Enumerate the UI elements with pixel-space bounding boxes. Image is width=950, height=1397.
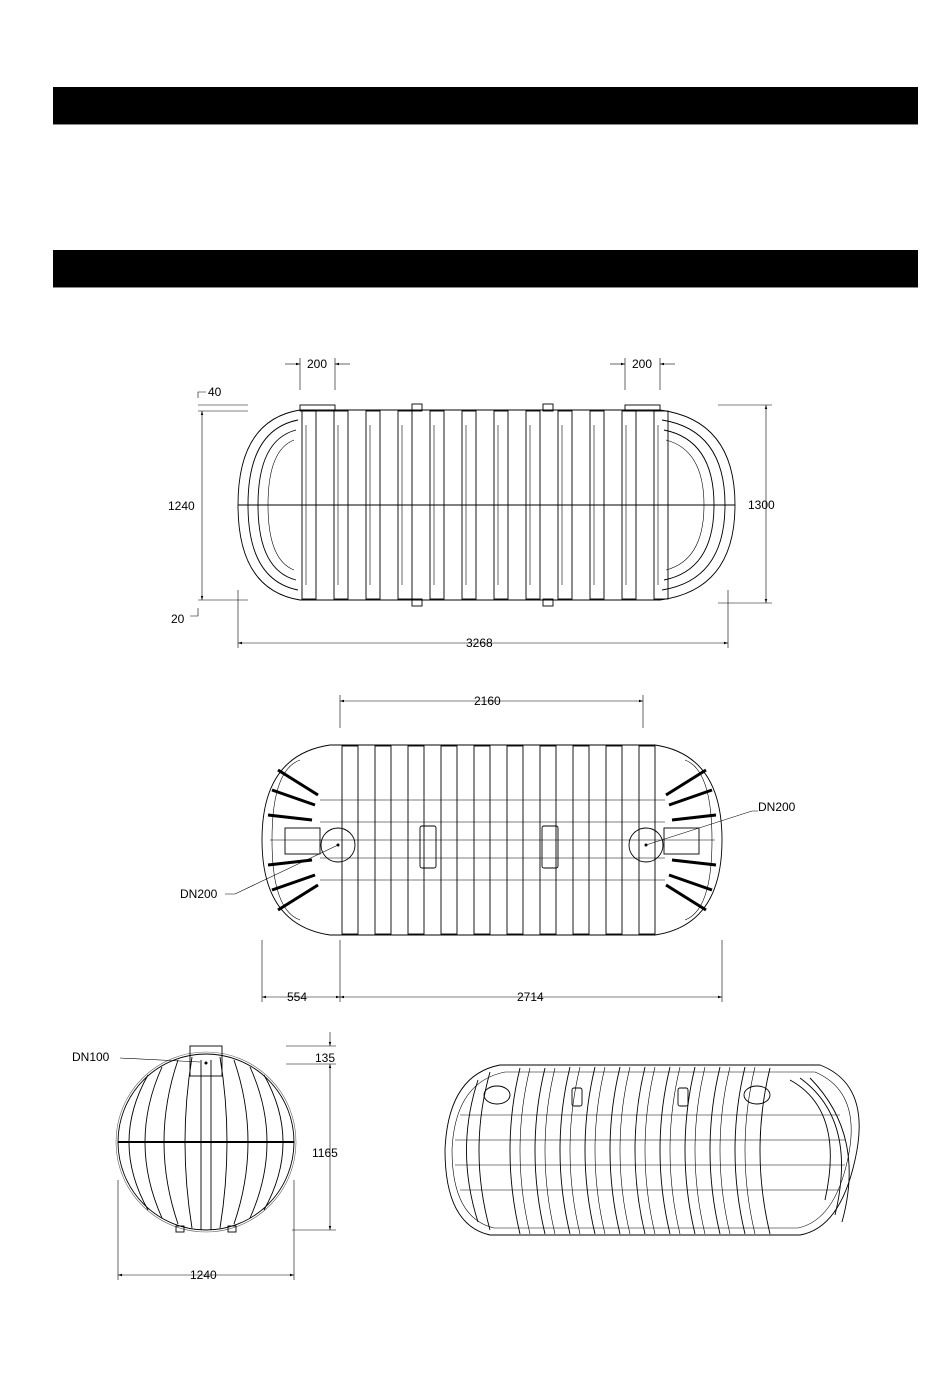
end-view [72,1032,338,1282]
dim-1300: 1300 [748,498,775,512]
top-view [180,694,796,1004]
dim-554: 554 [287,990,308,1004]
dim-3268: 3268 [466,636,493,650]
top-view-tank [262,745,722,935]
dim-135: 135 [315,1051,336,1065]
side-view-tank [238,404,735,606]
end-view-tank [116,1046,296,1232]
dim-20: 20 [171,612,185,626]
dim-200-right: 200 [632,357,653,371]
dim-1240: 1240 [168,499,195,513]
dim-200-left: 200 [307,357,328,371]
isometric-view [445,1065,859,1235]
dim-2160: 2160 [474,694,501,708]
manhole-handle-left [420,826,436,868]
label-dn200-left: DN200 [180,887,218,901]
dim-end-1240: 1240 [190,1268,217,1282]
side-view [168,357,775,650]
dim-2714: 2714 [517,990,544,1004]
label-dn200-right: DN200 [758,800,796,814]
dim-1165: 1165 [312,1146,338,1160]
dim-40: 40 [208,385,222,399]
label-dn100: DN100 [72,1050,110,1064]
